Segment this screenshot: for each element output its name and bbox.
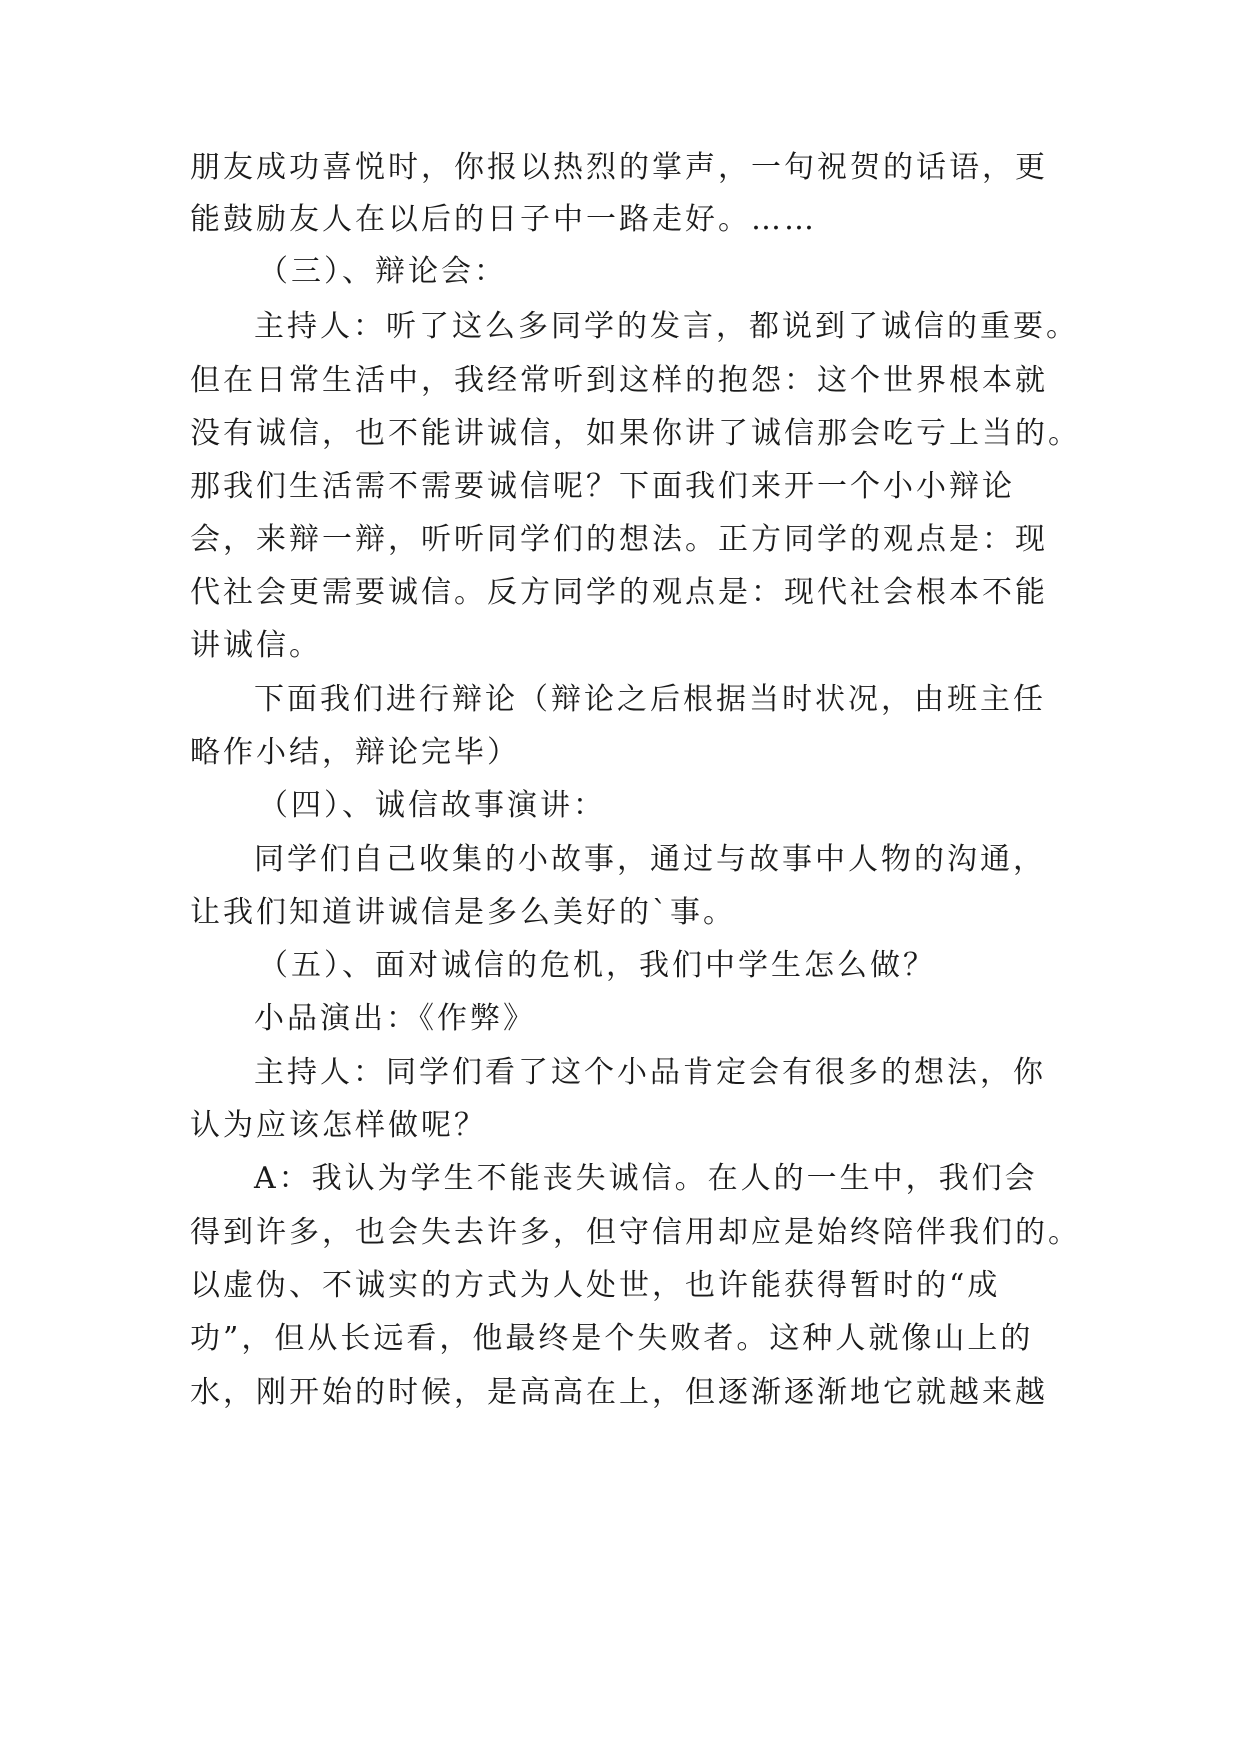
text-line: 会，来辩一辩，听听同学们的想法。正方同学的观点是：现 bbox=[190, 522, 1048, 557]
text-line: 下面我们进行辩论（辩论之后根据当时状况，由班主任 bbox=[254, 682, 1046, 717]
text-line: 小品演出：《作弊》 bbox=[254, 1001, 536, 1036]
text-line: 功”，但从长远看，他最终是个失败者。这种人就像山上的 bbox=[190, 1321, 1034, 1356]
text-line: A：我认为学生不能丧失诚信。在人的一生中，我们会 bbox=[254, 1161, 1038, 1196]
text-line: 朋友成功喜悦时，你报以热烈的掌声，一句祝贺的话语，更 bbox=[190, 150, 1048, 185]
text-line: 讲诚信。 bbox=[190, 628, 322, 663]
text-line: 让我们知道讲诚信是多么美好的`事。 bbox=[190, 895, 736, 930]
text-line: 略作小结，辩论完毕） bbox=[190, 735, 520, 770]
text-line: 以虚伪、不诚实的方式为人处世，也许能获得暂时的“成 bbox=[190, 1268, 1001, 1303]
text-line: 得到许多，也会失去许多，但守信用却应是始终陪伴我们的。 bbox=[190, 1215, 1081, 1250]
text-line: 那我们生活需不需要诚信呢？下面我们来开一个小小辩论 bbox=[190, 469, 1015, 504]
text-line: 水，刚开始的时候，是高高在上，但逐渐逐渐地它就越来越 bbox=[190, 1375, 1048, 1410]
text-line: 代社会更需要诚信。反方同学的观点是：现代社会根本不能 bbox=[190, 575, 1048, 610]
text-line: 没有诚信，也不能讲诚信，如果你讲了诚信那会吃亏上当的。 bbox=[190, 416, 1081, 451]
text-line: 同学们自己收集的小故事，通过与故事中人物的沟通， bbox=[254, 842, 1046, 877]
text-line: 主持人：听了这么多同学的发言，都说到了诚信的重要。 bbox=[254, 309, 1079, 344]
section-heading: （三）、辩论会： bbox=[258, 254, 507, 289]
text-line: 主持人：同学们看了这个小品肯定会有很多的想法，你 bbox=[254, 1055, 1046, 1090]
section-heading: （四）、诚信故事演讲： bbox=[258, 788, 606, 823]
text-line: 认为应该怎样做呢？ bbox=[190, 1108, 487, 1143]
text-line: 能鼓励友人在以后的日子中一路走好。…… bbox=[190, 202, 817, 237]
section-heading: （五）、面对诚信的危机，我们中学生怎么做？ bbox=[258, 948, 936, 983]
text-line: 但在日常生活中，我经常听到这样的抱怨：这个世界根本就 bbox=[190, 363, 1048, 398]
